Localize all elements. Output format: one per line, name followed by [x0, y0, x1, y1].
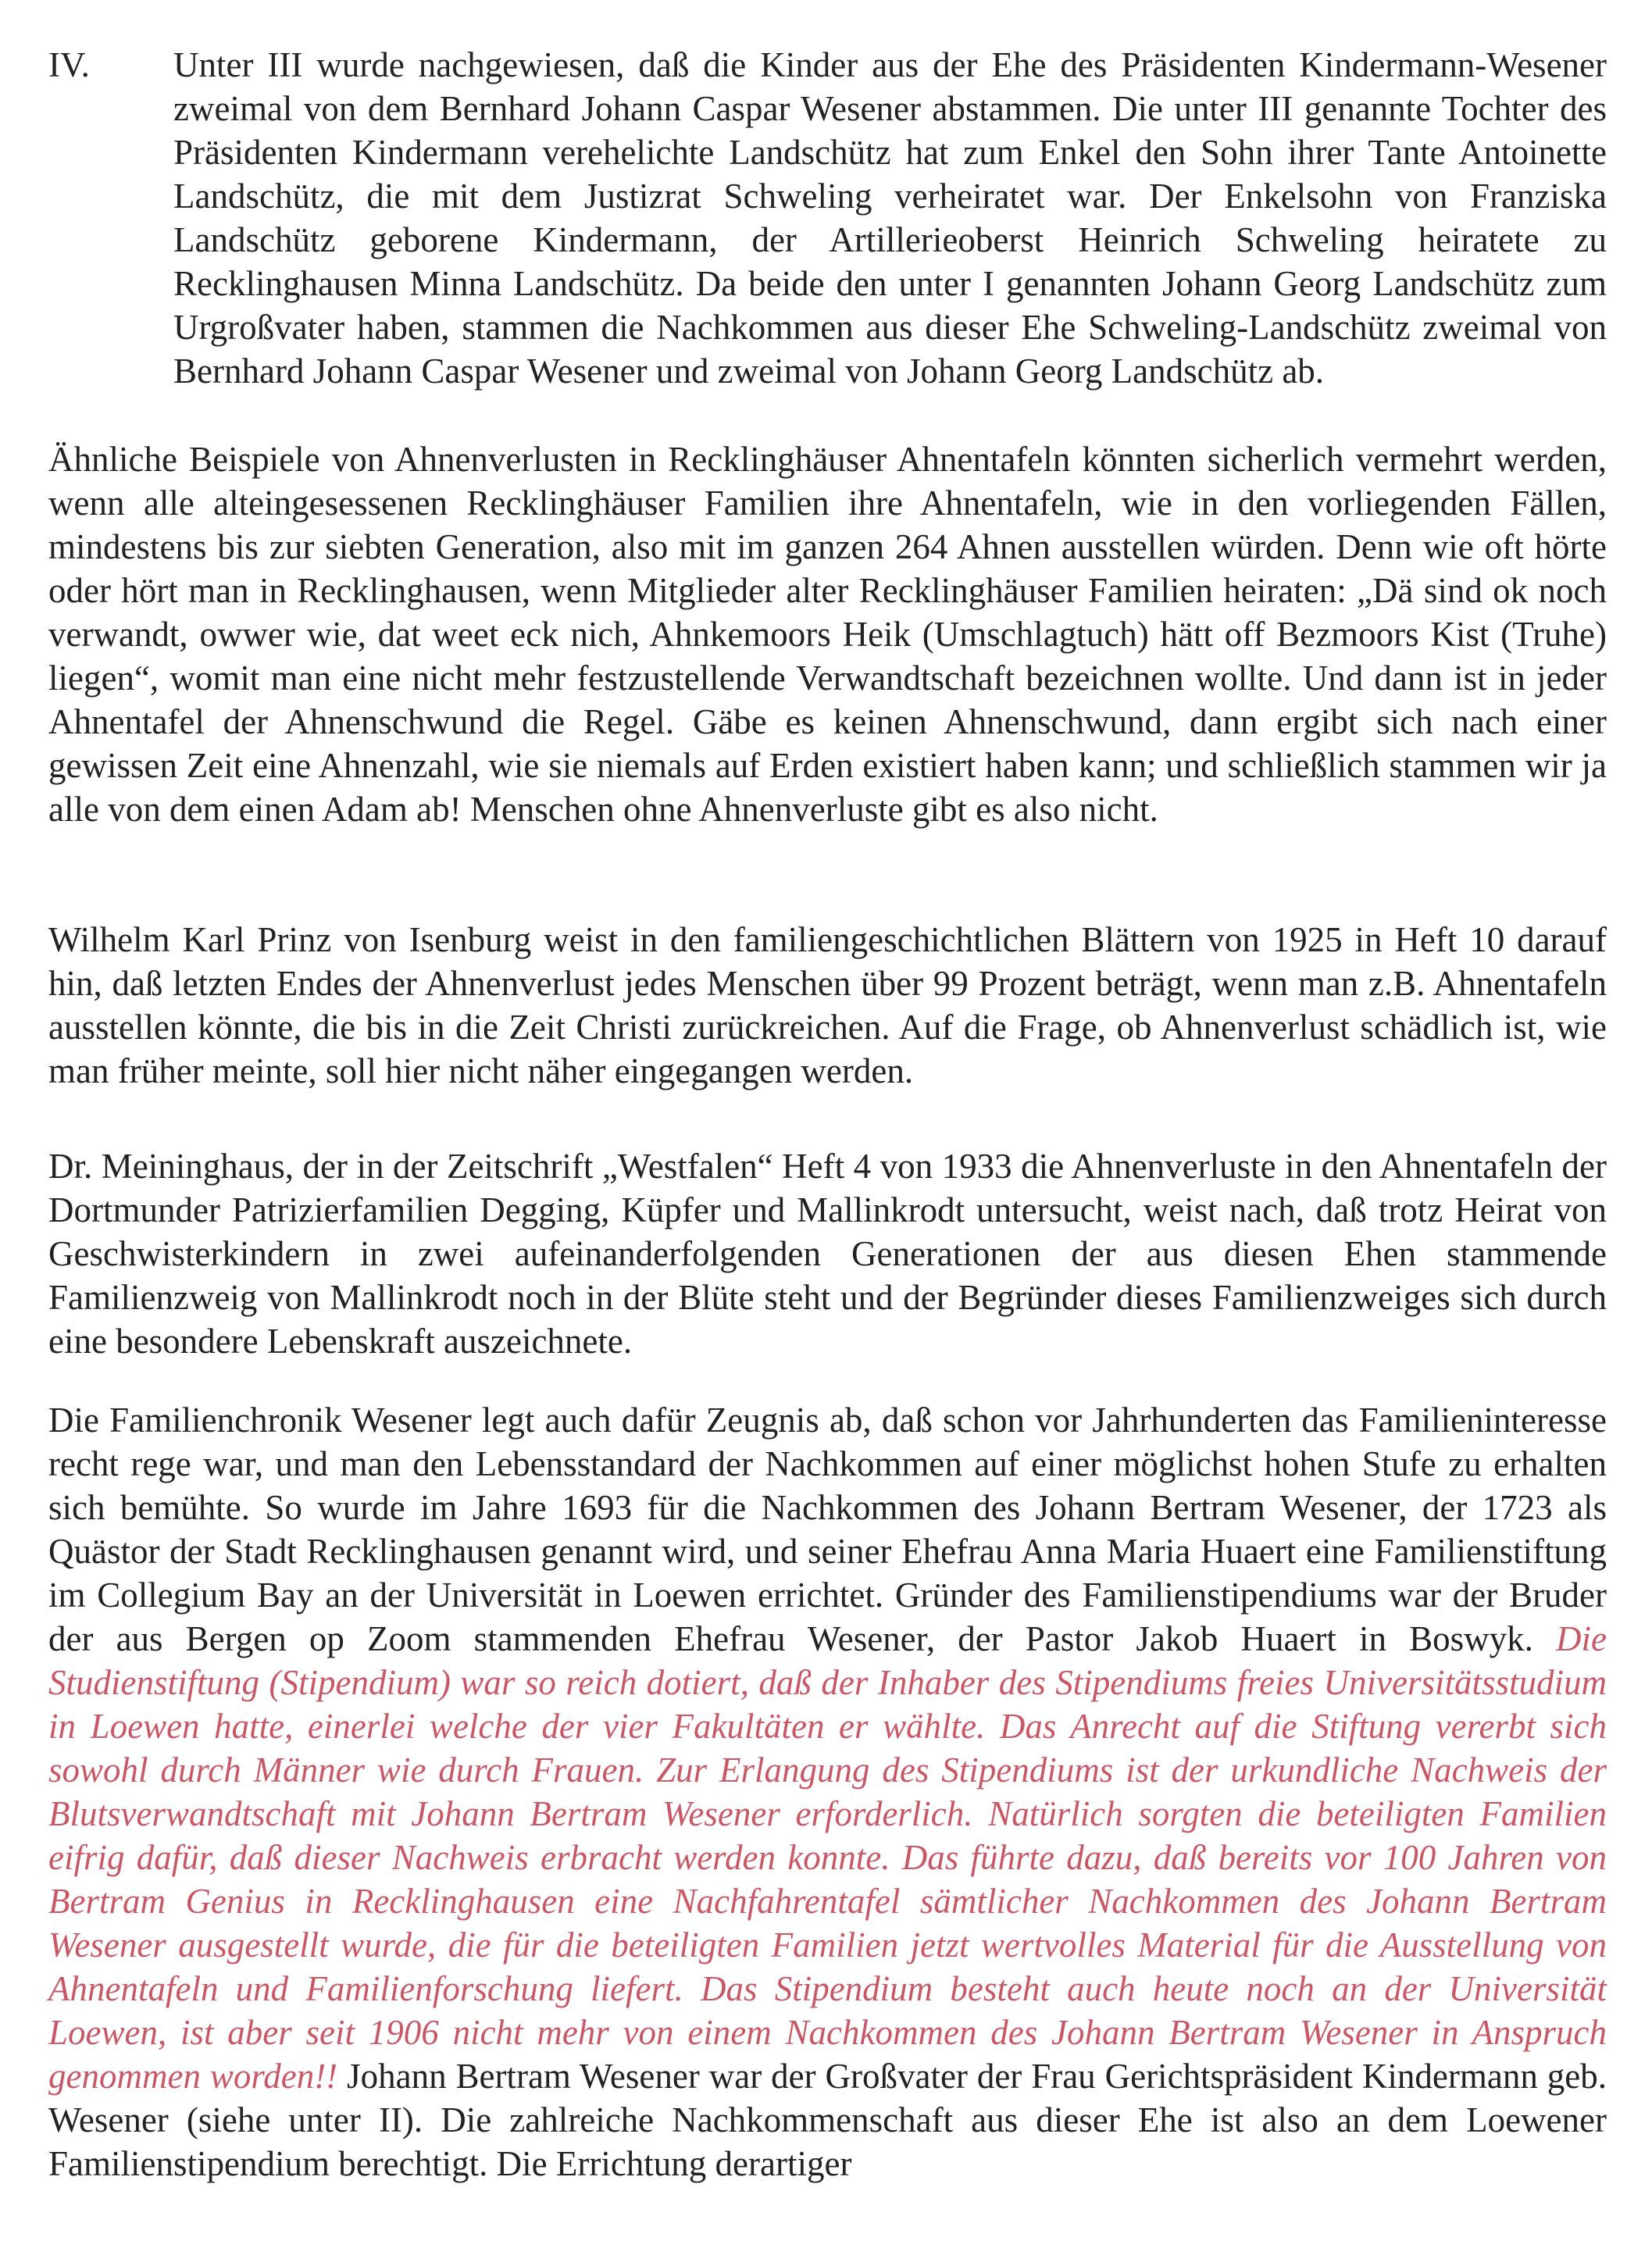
section-number: IV.: [48, 45, 90, 84]
paragraph-familienchronik-start: Die Familienchronik Wesener legt auch dafür Zeugnis ab, daß schon vor Jahrhunderten das Familieninteresse recht rege war, und man den Lebensstandard der Nachkommen auf einer möglichst hohen Stufe zu erhalten sich bemühte. So wurde im Jahre 1693 für die Nachkommen des Johann Bertram Wesener, der 1723 als Quästor der Stadt Recklinghausen genannt wird, und seiner Ehefrau Anna Maria Huaert eine Familienstiftung im Collegium Bay an der Universität in Loewen errichtet. Gründer des Familienstipendiums war der Bruder der aus Bergen op Zoom stammenden Ehefrau Wesener, der Pastor Jakob Huaert in Boswyk.: [48, 1401, 1607, 1658]
section-iv: [48, 43, 1607, 393]
paragraph-ahnenverluste: Ähnliche Beispiele von Ahnenverlusten in Recklinghäuser Ahnentafeln könnten sicherlich vermehrt werden, wenn alle alteingesessenen Recklinghäuser Familien ihre Ahnentafeln, wie in den vorliegenden Fällen, mindestens bis zur siebten Generation, also mit im ganzen 264 Ahnen ausstellen würden. Denn wie oft hörte oder hört man in Recklinghausen, wenn Mitglieder alter Recklinghäuser Familien heiraten: „Dä sind ok noch verwandt, owwer wie, dat weet eck nich, Ahnkemoors Heik (Umschlagtuch) hätt off Bezmoors Kist (Truhe) liegen“, womit man eine nicht mehr festzustellende Verwandtschaft bezeichnen wollte. Und dann ist in jeder Ahnentafel der Ahnenschwund die Regel. Gäbe es keinen Ahnenschwund, dann ergibt sich nach einer gewissen Zeit eine Ahnenzahl, wie sie niemals auf Erden existiert haben kann; und schließlich stammen wir ja alle von dem einen Adam ab! Menschen ohne Ahnenverluste gibt es also nicht.: [48, 440, 1607, 829]
highlighted-stipendium-text: Die Studienstiftung (Stipendium) war so reich dotiert, daß der Inhaber des Stipendiums freies Universitätsstudium in Loewen hatte, einerlei welche der vier Fakultäten er wählte. Das Anrecht auf die Stiftung vererbt sich sowohl durch Männer wie durch Frauen. Zur Erlangung des Stipendiums ist der urkundliche Nachweis der Blutsverwandtschaft mit Johann Bertram Wesener erforderlich. Natürlich sorgten die beteiligten Familien eifrig dafür, daß dieser Nachweis erbracht werden konnte. Das führte dazu, daß bereits vor 100 Jahren von Bertram Genius in Recklinghausen eine Nachfahrentafel sämtlicher Nachkommen des Johann Bertram Wesener ausgestellt wurde, die für die beteiligten Familien jetzt wertvolles Material für die Ausstellung von Ahnentafeln und Familienforschung liefert. Das Stipendium besteht auch heute noch an der Universität Loewen, ist aber seit 1906 nicht mehr von einem Nachkommen des Johann Bertram Wesener in Anspruch genommen worden!!: [48, 1619, 1607, 2096]
paragraph-isenburg: Wilhelm Karl Prinz von Isenburg weist in den familiengeschichtlichen Blättern von 1925 in Heft 10 darauf hin, daß letzten Endes der Ahnenverlust jedes Menschen über 99 Prozent beträgt, wenn man z.B. Ahnentafeln ausstellen könnte, die bis in die Zeit Christi zurückreichen. Auf die Frage, ob Ahnenverlust schädlich ist, wie man früher meinte, soll hier nicht näher eingegangen werden.: [48, 920, 1607, 1090]
paragraph-familienchronik-end: Johann Bertram Wesener war der Großvater der Frau Gerichtspräsident Kindermann geb. Wesener (siehe unter II). Die zahlreiche Nachkommenschaft aus dieser Ehe ist also an dem Loewener Familienstipendium berechtigt. Die Errichtung derartiger: [48, 2057, 1607, 2183]
paragraph-familienchronik: [48, 1398, 1607, 2186]
section-iv-text: Unter III wurde nachgewiesen, daß die Kinder aus der Ehe des Präsidenten Kindermann-Wesener zweimal von dem Bernhard Johann Caspar Wesener abstammen. Die unter III genannte Tochter des Präsidenten Kindermann verehelichte Landschütz hat zum Enkel den Sohn ihrer Tante Antoinette Landschütz, die mit dem Justizrat Schweling verheiratet war. Der Enkelsohn von Franziska Landschütz geborene Kindermann, der Artillerieoberst Heinrich Schweling heiratete zu Recklinghausen Minna Landschütz. Da beide den unter I genannten Johann Georg Landschütz zum Urgroßvater haben, stammen die Nachkommen aus dieser Ehe Schweling-Landschütz zweimal von Bernhard Johann Caspar Wesener und zweimal von Johann Georg Landschütz ab.: [173, 45, 1607, 391]
paragraph-meininghaus: Dr. Meininghaus, der in der Zeitschrift „Westfalen“ Heft 4 von 1933 die Ahnenverluste in den Ahnentafeln der Dortmunder Patrizierfamilien Degging, Küpfer und Mallinkrodt untersucht, weist nach, daß trotz Heirat von Geschwisterkindern in zwei aufeinanderfolgenden Generationen der aus diesen Ehen stammende Familienzweig von Mallinkrodt noch in der Blüte steht und der Begründer dieses Familienzweiges sich durch eine besondere Lebenskraft auszeichnete.: [48, 1147, 1607, 1361]
